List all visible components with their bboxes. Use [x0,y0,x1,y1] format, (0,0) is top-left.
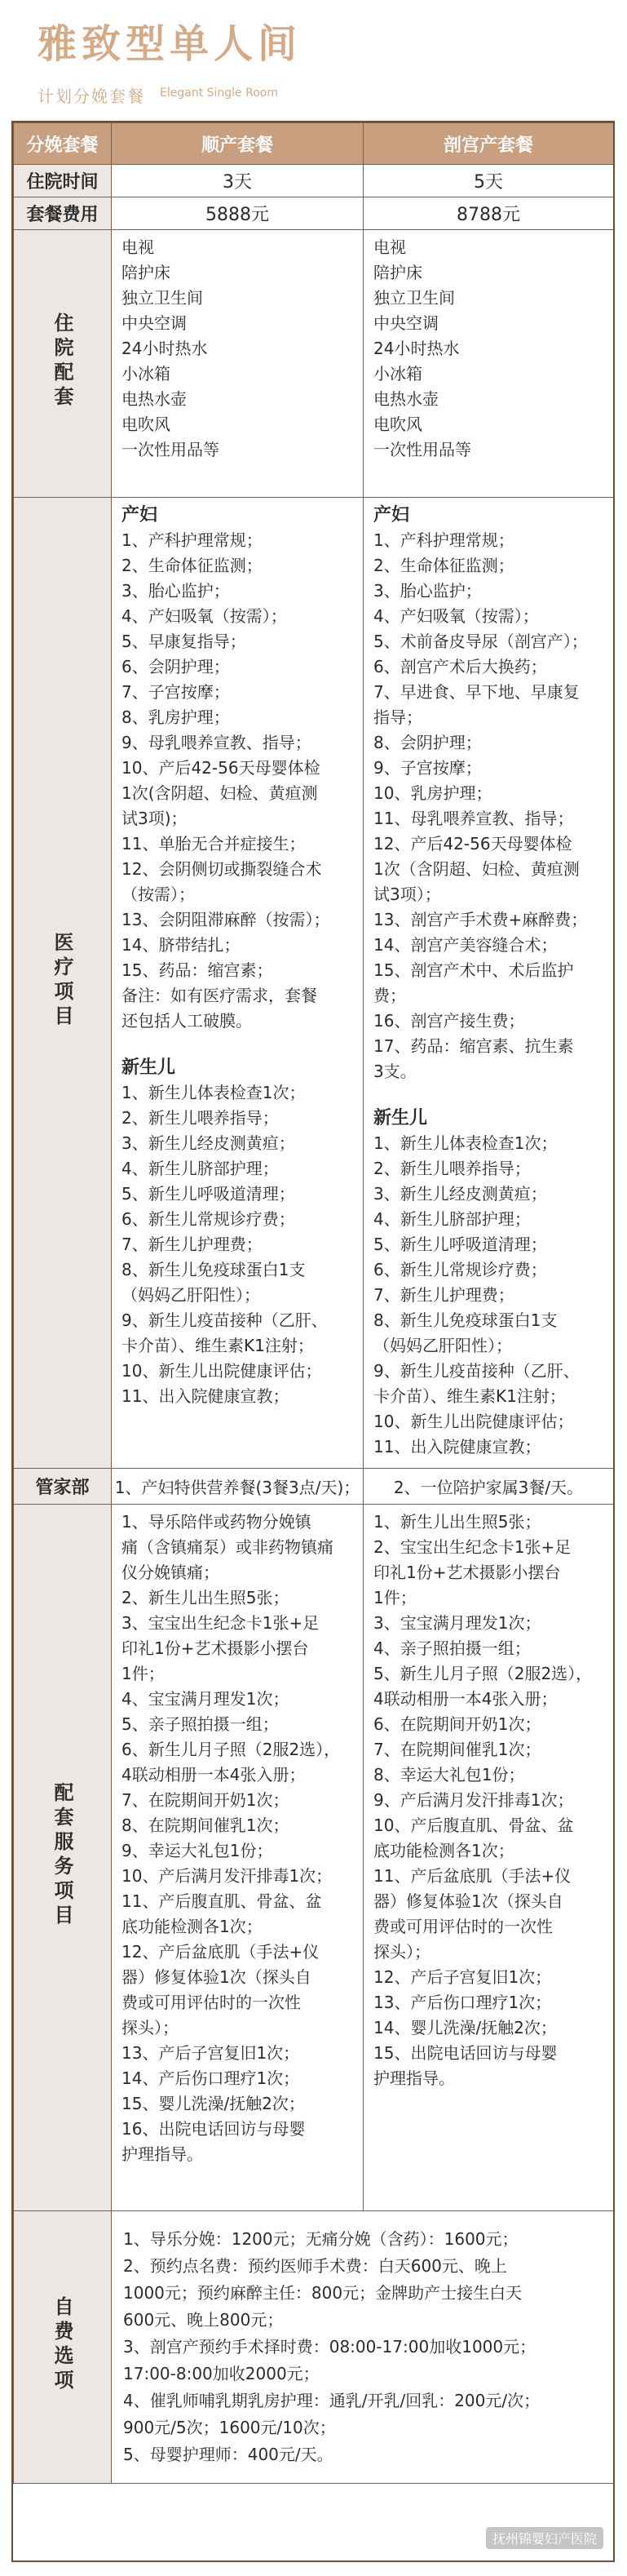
service-item: 13、产后伤口理疗1次； [373,1993,552,2012]
service-item: 印礼1份+艺术摄影小摆台 [373,1563,561,1582]
medical-item: 8、乳房护理； [121,707,230,727]
service-item: 4联动相册一本4张入册； [121,1765,306,1785]
room-item: 电热水壶 [373,389,439,409]
service-item: 4、亲子照拍摄一组； [373,1638,531,1658]
room-item: 小冰箱 [373,364,422,384]
medical-item: 1、新生儿体表检查1次； [373,1133,558,1153]
room-vaginal-list [112,230,363,471]
medical-item: 12、会阴侧切或撕裂缝合术 [121,859,322,879]
service-item: 2、宝宝出生纪念卡1张+足 [373,1537,572,1557]
medical-item: 4、新生儿脐部护理； [373,1209,531,1229]
medical-item: 13、会阴阻滞麻醉（按需）； [121,910,330,929]
butler-vaginal: 1、产妇特供营养餐(3餐3点/天)； [112,1469,364,1505]
medical-item: 1、产科护理常规； [373,530,514,550]
service-item: 印礼1份+艺术摄影小摆台 [121,1638,309,1658]
vaginal-newborn-list [121,1080,355,1409]
row-butler [14,1469,614,1505]
row-medical [14,498,614,1469]
medical-item: 5、早康复指导； [121,632,246,651]
service-item: 器）修复体验1次（探头自 [373,1891,563,1911]
medical-item: 1、产科护理常规； [121,530,263,550]
medical-item: 4、产妇吸氧（按需）； [121,606,287,626]
room-item: 独立卫生间 [121,288,203,308]
room-cesarean-list [364,230,613,471]
service-item: 6、在院期间开奶1次； [373,1714,541,1734]
medical-item: 14、脐带结扎； [121,935,241,955]
room-item: 陪护床 [373,263,422,282]
medical-item: 11、母乳喂养宣教、指导； [373,809,574,828]
service-item: 14、婴儿洗澡/抚触2次； [373,2018,557,2037]
row-stay [14,165,614,197]
service-item: 9、产后满月发汗排毒1次； [373,1790,574,1810]
medical-item: （按需）； [121,885,195,904]
medical-item: 卡介苗）、维生素K1注射； [121,1336,314,1355]
service-item: 13、产后子宫复旧1次； [121,2043,300,2063]
medical-item: 3、胎心监护； [373,581,482,601]
cesarean-maternal-list [373,528,605,1084]
row-fee [14,197,614,230]
service-item: 底功能检测各1次； [373,1841,514,1860]
room-vaginal-cell [112,230,364,498]
service-item: 6、新生儿月子照（2服2选）， [121,1740,341,1759]
self-pay-label-text: 自费选项 [51,2295,73,2394]
room-item: 一次性用品等 [121,440,219,459]
maternal-heading: 产妇 [121,505,158,525]
vaginal-maternal-list [121,528,355,1034]
room-label-text: 住院配套 [51,312,73,410]
medical-item: 9、子宫按摩； [373,758,482,778]
medical-item: 10、乳房护理； [373,783,492,803]
self-pay-item: 17:00-8:00加收2000元； [123,2364,320,2383]
watermark: 抚州锦婴妇产医院 [486,2527,603,2549]
medical-item: 8、新生儿免疫球蛋白1支 [121,1260,306,1279]
medical-item: 1次(含阴超、妇检、黄疸测 [121,783,318,803]
medical-item: 卡介苗）、维生素K1注射； [373,1386,566,1406]
services-vaginal-cell [112,1505,364,2211]
medical-item: （妈妈乙肝阳性）； [373,1336,512,1355]
row-self-pay [14,2211,614,2484]
room-item: 中央空调 [121,313,187,333]
medical-item: 7、新生儿护理费； [121,1235,263,1254]
row-label-fee: 套餐费用 [14,197,112,230]
page-subtitle-en: Elegant Single Room [160,86,278,100]
room-item: 小冰箱 [121,364,170,384]
service-item: 15、出院电话回访与母婴 [373,2043,558,2063]
medical-label-text: 医疗项目 [51,931,73,1030]
service-item: 5、新生儿月子照（2服2选）， [373,1664,593,1683]
service-item: 15、婴儿洗澡/抚触2次； [121,2094,305,2113]
services-cesarean-cell [364,1505,614,2211]
service-item: 费或可用评估时的一次性 [121,1993,301,2012]
room-item: 24小时热水 [121,339,208,358]
service-item: 探头）； [121,2018,179,2037]
service-item: 11、产后盆底肌（手法+仪 [373,1866,572,1886]
medical-item: 10、新生儿出院健康评估； [121,1361,322,1381]
medical-item: 4、产妇吸氧（按需）； [373,606,539,626]
service-item: 护理指导。 [373,2068,455,2088]
col-header-package: 分娩套餐 [14,123,112,165]
medical-item: 12、产后42-56天母婴体检 [373,834,572,853]
medical-item: 8、会阴护理； [373,733,482,752]
services-label-text: 配套服务项目 [51,1781,73,1929]
col-header-cesarean: 剖宫产套餐 [364,123,614,165]
medical-item: 5、术前备皮导尿（剖宫产）； [373,632,588,651]
medical-item: 11、单胎无合并症接生； [121,834,306,853]
self-pay-item: 2、预约点名费：预约医师手术费：白天600元、晚上 [123,2256,507,2276]
self-pay-item: 3、剖宫产预约手术择时费：08:00-17:00加收1000元； [123,2337,536,2357]
maternal-heading: 产妇 [373,505,410,525]
medical-item: 11、出入院健康宣教； [121,1386,289,1406]
room-item: 陪护床 [121,263,170,282]
medical-item: 15、药品：缩宫素； [121,960,273,980]
medical-cesarean-content [364,498,613,1468]
stay-vaginal: 3天 [112,165,364,197]
self-pay-item: 600元、晚上800元； [123,2310,284,2330]
medical-item: 7、早进食、早下地、早康复 [373,682,580,702]
self-pay-item: 4、催乳师哺乳期乳房护理：通乳/开乳/回乳：200元/次； [123,2391,541,2410]
room-item: 电视 [373,237,406,257]
room-item: 电吹风 [373,415,422,434]
self-pay-item: 1、导乐分娩：1200元；无痛分娩（含药）：1600元； [123,2229,519,2249]
table-header-row [14,123,614,165]
medical-vaginal-cell [112,498,364,1469]
medical-item: 6、剖宫产术后大换药； [373,657,547,676]
row-label-self-pay [14,2211,112,2484]
medical-item: 17、药品：缩宫素、抗生素 [373,1036,574,1056]
medical-item: 15、剖宫产术中、术后监护费； [373,960,574,1005]
row-label-stay: 住院时间 [14,165,112,197]
medical-item: 2、新生儿喂养指导； [373,1159,531,1178]
service-item: 底功能检测各1次； [121,1917,263,1936]
medical-item: 3支。 [373,1062,417,1081]
col-header-vaginal: 顺产套餐 [112,123,364,165]
service-item: 7、在院期间催乳1次； [373,1740,541,1759]
medical-cesarean-cell [364,498,614,1469]
package-table-frame [11,121,615,2562]
newborn-heading: 新生儿 [373,1108,428,1128]
row-label-medical [14,498,112,1469]
service-item: 2、新生儿出生照5张； [121,1588,289,1607]
medical-item: 6、新生儿常规诊疗费； [121,1209,295,1229]
medical-item: 2、生命体征监测； [121,556,263,575]
service-item: 3、宝宝出生纪念卡1张+足 [121,1613,320,1633]
medical-item: 6、新生儿常规诊疗费； [373,1260,547,1279]
room-item: 电视 [121,237,154,257]
room-item: 电吹风 [121,415,170,434]
medical-item: 9、新生儿疫苗接种（乙肝、 [121,1310,328,1330]
medical-item: 8、新生儿免疫球蛋白1支 [373,1310,558,1330]
medical-item: 试3项）； [373,885,441,904]
service-item: 1件； [121,1664,165,1683]
service-item: 费或可用评估时的一次性 [373,1917,553,1936]
service-item: 4、宝宝满月理发1次； [121,1689,289,1709]
medical-item: 10、产后42-56天母婴体检 [121,758,320,778]
room-item: 24小时热水 [373,339,460,358]
medical-item: 16、剖宫产接生费； [373,1011,525,1031]
medical-item: （妈妈乙肝阳性）； [121,1285,260,1305]
room-cesarean-cell [364,230,614,498]
medical-item: 备注：如有医疗需求，套餐 [121,986,317,1005]
service-item: 14、产后伤口理疗1次； [121,2068,300,2088]
service-item: 1件； [373,1588,417,1607]
service-item: 8、幸运大礼包1份； [373,1765,525,1785]
medical-item: 6、会阴护理； [121,657,230,676]
service-item: 护理指导。 [121,2144,203,2164]
cesarean-newborn-list [373,1131,605,1460]
fee-cesarean: 8788元 [364,197,614,230]
medical-item: 1次（含阴超、妇检、黄疸测 [373,859,580,879]
service-item: 1、导乐陪伴或药物分娩镇 [121,1512,311,1532]
service-item: 探头）； [373,1942,431,1962]
self-pay-item: 900元/5次；1600元/10次； [123,2418,336,2437]
medical-item: 试3项)； [121,809,188,828]
medical-item: 9、母乳喂养宣教、指导； [121,733,311,752]
page-subtitle: 计划分娩套餐 [38,86,145,106]
service-item: 12、产后盆底肌（手法+仪 [121,1942,320,1962]
medical-item: 1、新生儿体表检查1次； [121,1083,306,1102]
medical-item: 3、新生儿经皮测黄疸； [121,1133,295,1153]
medical-item: 13、剖宫产手术费+麻醉费； [373,910,588,929]
self-pay-item: 5、母婴护理师：400元/天。 [123,2445,333,2464]
medical-item: 3、新生儿经皮测黄疸； [373,1184,547,1204]
room-item: 中央空调 [373,313,439,333]
service-item: 4联动相册一本4张入册； [373,1689,558,1709]
service-item: 5、亲子照拍摄一组； [121,1714,279,1734]
medical-item: 5、新生儿呼吸道清理； [121,1184,295,1204]
fee-vaginal: 5888元 [112,197,364,230]
service-item: 痛（含镇痛泵）或非药物镇痛 [121,1537,333,1557]
newborn-heading: 新生儿 [121,1057,176,1078]
page-title: 雅致型单人间 [38,21,302,67]
service-item: 8、在院期间催乳1次； [121,1816,289,1835]
service-item: 1、新生儿出生照5张； [373,1512,541,1532]
room-item: 电热水壶 [121,389,187,409]
service-item: 器）修复体验1次（探头自 [121,1967,311,1987]
stay-cesarean: 5天 [364,165,614,197]
self-pay-item: 1000元；预约麻醉主任：800元；金牌助产士接生白天 [123,2283,523,2303]
self-pay-cell [112,2211,614,2484]
service-item: 10、产后腹直肌、骨盆、盆 [373,1816,574,1835]
service-item: 7、在院期间开奶1次； [121,1790,289,1810]
service-item: 16、出院电话回访与母婴 [121,2119,306,2139]
services-cesarean-list [364,1505,613,2099]
row-label-room [14,230,112,498]
medical-item: 14、剖宫产美容缝合术； [373,935,558,955]
medical-item: 7、新生儿护理费； [373,1285,514,1305]
medical-item: 11、出入院健康宣教； [373,1437,541,1456]
medical-item: 3、胎心监护； [121,581,230,601]
service-item: 仪分娩镇痛； [121,1563,219,1582]
row-room [14,230,614,498]
self-pay-list [112,2211,613,2483]
medical-vaginal-content [112,498,363,1417]
medical-item: 5、新生儿呼吸道清理； [373,1235,547,1254]
row-services [14,1505,614,2211]
medical-item: 10、新生儿出院健康评估； [373,1412,574,1431]
medical-item: 还包括人工破膜。 [121,1011,252,1031]
service-item: 9、幸运大礼包1份； [121,1841,273,1860]
medical-item: 2、生命体征监测； [373,556,514,575]
room-item: 一次性用品等 [373,440,471,459]
service-item: 10、产后满月发汗排毒1次； [121,1866,333,1886]
service-item: 12、产后子宫复旧1次； [373,1967,552,1987]
medical-item: 7、子宫按摩； [121,682,230,702]
services-vaginal-list [112,1505,363,2175]
service-item: 11、产后腹直肌、骨盆、盆 [121,1891,322,1911]
row-label-services [14,1505,112,2211]
medical-item: 9、新生儿疫苗接种（乙肝、 [373,1361,580,1381]
package-table [13,122,614,2484]
page-header [0,0,627,113]
service-item: 3、宝宝满月理发1次； [373,1613,541,1633]
medical-item: 2、新生儿喂养指导； [121,1108,279,1128]
medical-item: 4、新生儿脐部护理； [121,1159,279,1178]
row-label-butler: 管家部 [14,1469,112,1505]
medical-item: 指导； [373,707,422,727]
butler-cesarean: 2、一位陪护家属3餐/天。 [364,1469,614,1505]
room-item: 独立卫生间 [373,288,455,308]
